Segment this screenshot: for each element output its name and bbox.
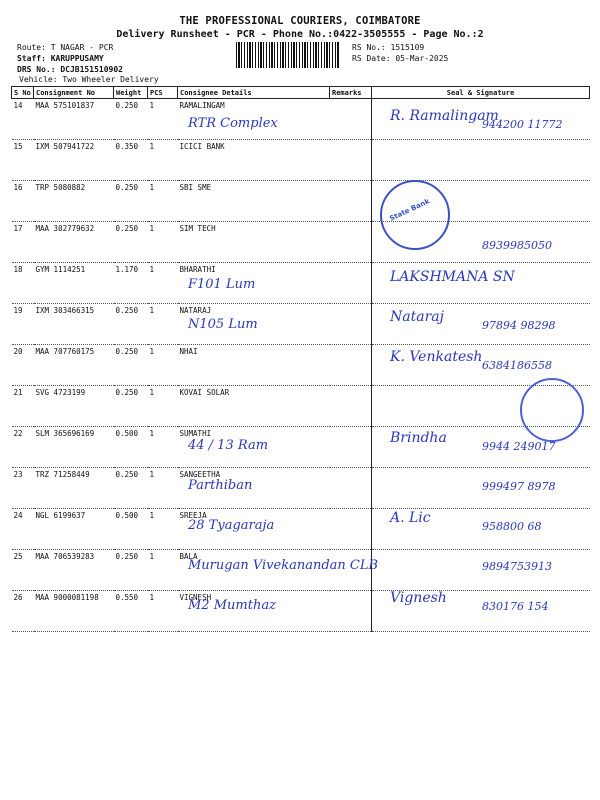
row-remarks [330,99,372,140]
stamp-text: State Bank [388,197,432,223]
row-consignment-no: IXM 507941722 [34,140,114,181]
row-consignee-name: SBI SME [178,181,330,222]
row-remarks [330,304,372,345]
handwritten-note: RTR Complex [188,116,278,131]
row-consignee-name: NATARAJ [178,304,330,345]
row-weight: 0.250 [114,345,148,386]
handwritten-phone: 9944 249017 [482,439,556,453]
row-sno: 23 [12,468,34,509]
row-consignee-name: ICICI BANK [178,140,330,181]
table-header-row [12,87,590,99]
row-consignment-no: MAA 302779632 [34,222,114,263]
handwritten-phone: 8939985050 [482,238,552,252]
row-remarks [330,181,372,222]
row-remarks [330,263,372,304]
row-weight: 0.500 [114,427,148,468]
row-consignee-name: VIGNESH [178,591,330,632]
handwritten-note: 44 / 13 Ram [188,437,269,453]
handwritten-note: Parthiban [188,477,253,493]
table-row [12,181,590,222]
row-consignee-name: BHARATHI [178,263,330,304]
runsheet-subtitle: Delivery Runsheet - PCR - Phone No.:0422-3505555 - Page No.:2 [116,29,484,40]
row-weight: 0.250 [114,181,148,222]
row-sno: 26 [12,591,34,632]
row-weight: 0.250 [114,304,148,345]
handwritten-signature: K. Venkatesh [390,349,483,366]
row-weight: 0.250 [114,550,148,591]
route-label: Route: T NAGAR - PCR [17,43,114,52]
handwritten-note: M2 Mumthaz [188,598,276,614]
row-consignment-no: IXM 303466315 [34,304,114,345]
row-pcs: 1 [148,386,178,427]
row-sno: 14 [12,99,34,140]
row-pcs: 1 [148,509,178,550]
row-consignment-no: MAA 9000081198 [34,591,114,632]
row-sno: 24 [12,509,34,550]
row-sno: 18 [12,263,34,304]
vehicle-label: Vehicle: Two Wheeler Delivery [19,75,159,84]
rs-number: RS No.: 1515109 [352,43,425,52]
row-weight: 0.250 [114,222,148,263]
row-consignment-no: NGL 6199637 [34,509,114,550]
row-consignee-name: SUMATHI [178,427,330,468]
handwritten-phone: 830176 154 [482,600,549,614]
row-pcs: 1 [148,140,178,181]
row-consignee-name: SREEJA [178,509,330,550]
row-pcs: 1 [148,304,178,345]
row-weight: 0.250 [114,468,148,509]
handwritten-note: 28 Tyagaraja [188,518,275,533]
row-weight: 1.170 [114,263,148,304]
handwritten-phone: 999497 8978 [482,479,556,493]
handwritten-signature: A. Lic [390,510,431,526]
handwritten-signature: Brindha [390,429,447,446]
col-pcs: PCS [148,87,178,99]
col-weight: Weight [114,87,148,99]
bank-seal-stamp [380,180,450,250]
row-weight: 0.350 [114,140,148,181]
col-sno: S No [12,87,34,99]
row-remarks [330,140,372,181]
col-signature: Seal & Signature [372,87,590,99]
page-title: THE PROFESSIONAL COURIERS, COIMBATORE [179,15,421,27]
row-pcs: 1 [148,99,178,140]
handwritten-phone: 6384186558 [482,359,552,373]
row-signature [372,468,590,509]
row-remarks [330,468,372,509]
row-remarks [330,427,372,468]
col-remarks: Remarks [330,87,372,99]
row-sno: 15 [12,140,34,181]
barcode [236,42,340,68]
row-sno: 20 [12,345,34,386]
row-pcs: 1 [148,591,178,632]
row-consignee-name: SANGEETHA [178,468,330,509]
handwritten-signature: Nataraj [390,309,444,325]
row-pcs: 1 [148,550,178,591]
handwritten-note: N105 Lum [188,317,258,332]
row-sno: 16 [12,181,34,222]
col-consignee: Consignee Details [178,87,330,99]
drs-label: DRS No.: DCJB151510902 [17,65,123,74]
row-consignment-no: SLM 365696169 [34,427,114,468]
row-consignment-no: MAA 706539283 [34,550,114,591]
row-sno: 25 [12,550,34,591]
row-pcs: 1 [148,468,178,509]
handwritten-signature: LAKSHMANA SN [390,268,515,285]
row-remarks [330,222,372,263]
handwritten-phone: 944200 11772 [482,118,563,131]
row-consignment-no: SVG 4723199 [34,386,114,427]
row-weight: 0.250 [114,99,148,140]
row-consignee-name: NHAI [178,345,330,386]
row-sno: 19 [12,304,34,345]
row-pcs: 1 [148,222,178,263]
row-remarks [330,591,372,632]
seal-stamp [520,378,584,442]
row-pcs: 1 [148,427,178,468]
row-remarks [330,386,372,427]
row-consignee-name: SIM TECH [178,222,330,263]
table-row [12,140,590,181]
handwritten-phone: 97894 98298 [482,319,556,332]
row-weight: 0.550 [114,591,148,632]
handwritten-signature: Vignesh [390,590,447,607]
row-sno: 17 [12,222,34,263]
handwritten-note: F101 Lum [188,276,256,292]
row-sno: 21 [12,386,34,427]
row-remarks [330,509,372,550]
handwritten-note: Murugan Vivekanandan CLB [188,558,379,574]
row-consignee-name: BALA [178,550,330,591]
row-consignment-no: TRZ 71258449 [34,468,114,509]
row-pcs: 1 [148,345,178,386]
handwritten-phone: 9894753913 [482,560,552,574]
row-consignment-no: TRP 5080882 [34,181,114,222]
row-consignee-name: RAMALINGAM [178,99,330,140]
row-pcs: 1 [148,263,178,304]
col-consignment: Consignment No [34,87,114,99]
row-consignment-no: GYM 1114251 [34,263,114,304]
handwritten-signature: R. Ramalingam [390,108,499,124]
table-row [12,386,590,427]
row-pcs: 1 [148,181,178,222]
row-signature [372,550,590,591]
row-signature [372,140,590,181]
row-weight: 0.500 [114,509,148,550]
row-sno: 22 [12,427,34,468]
rs-date: RS Date: 05-Mar-2025 [352,54,449,63]
row-consignee-name: KOVAI SOLAR [178,386,330,427]
row-remarks [330,345,372,386]
row-weight: 0.250 [114,386,148,427]
handwritten-phone: 958800 68 [482,520,542,533]
row-consignment-no: MAA 707760175 [34,345,114,386]
staff-label: Staff: KARUPPUSAMY [17,54,104,63]
row-consignment-no: MAA 575101837 [34,99,114,140]
